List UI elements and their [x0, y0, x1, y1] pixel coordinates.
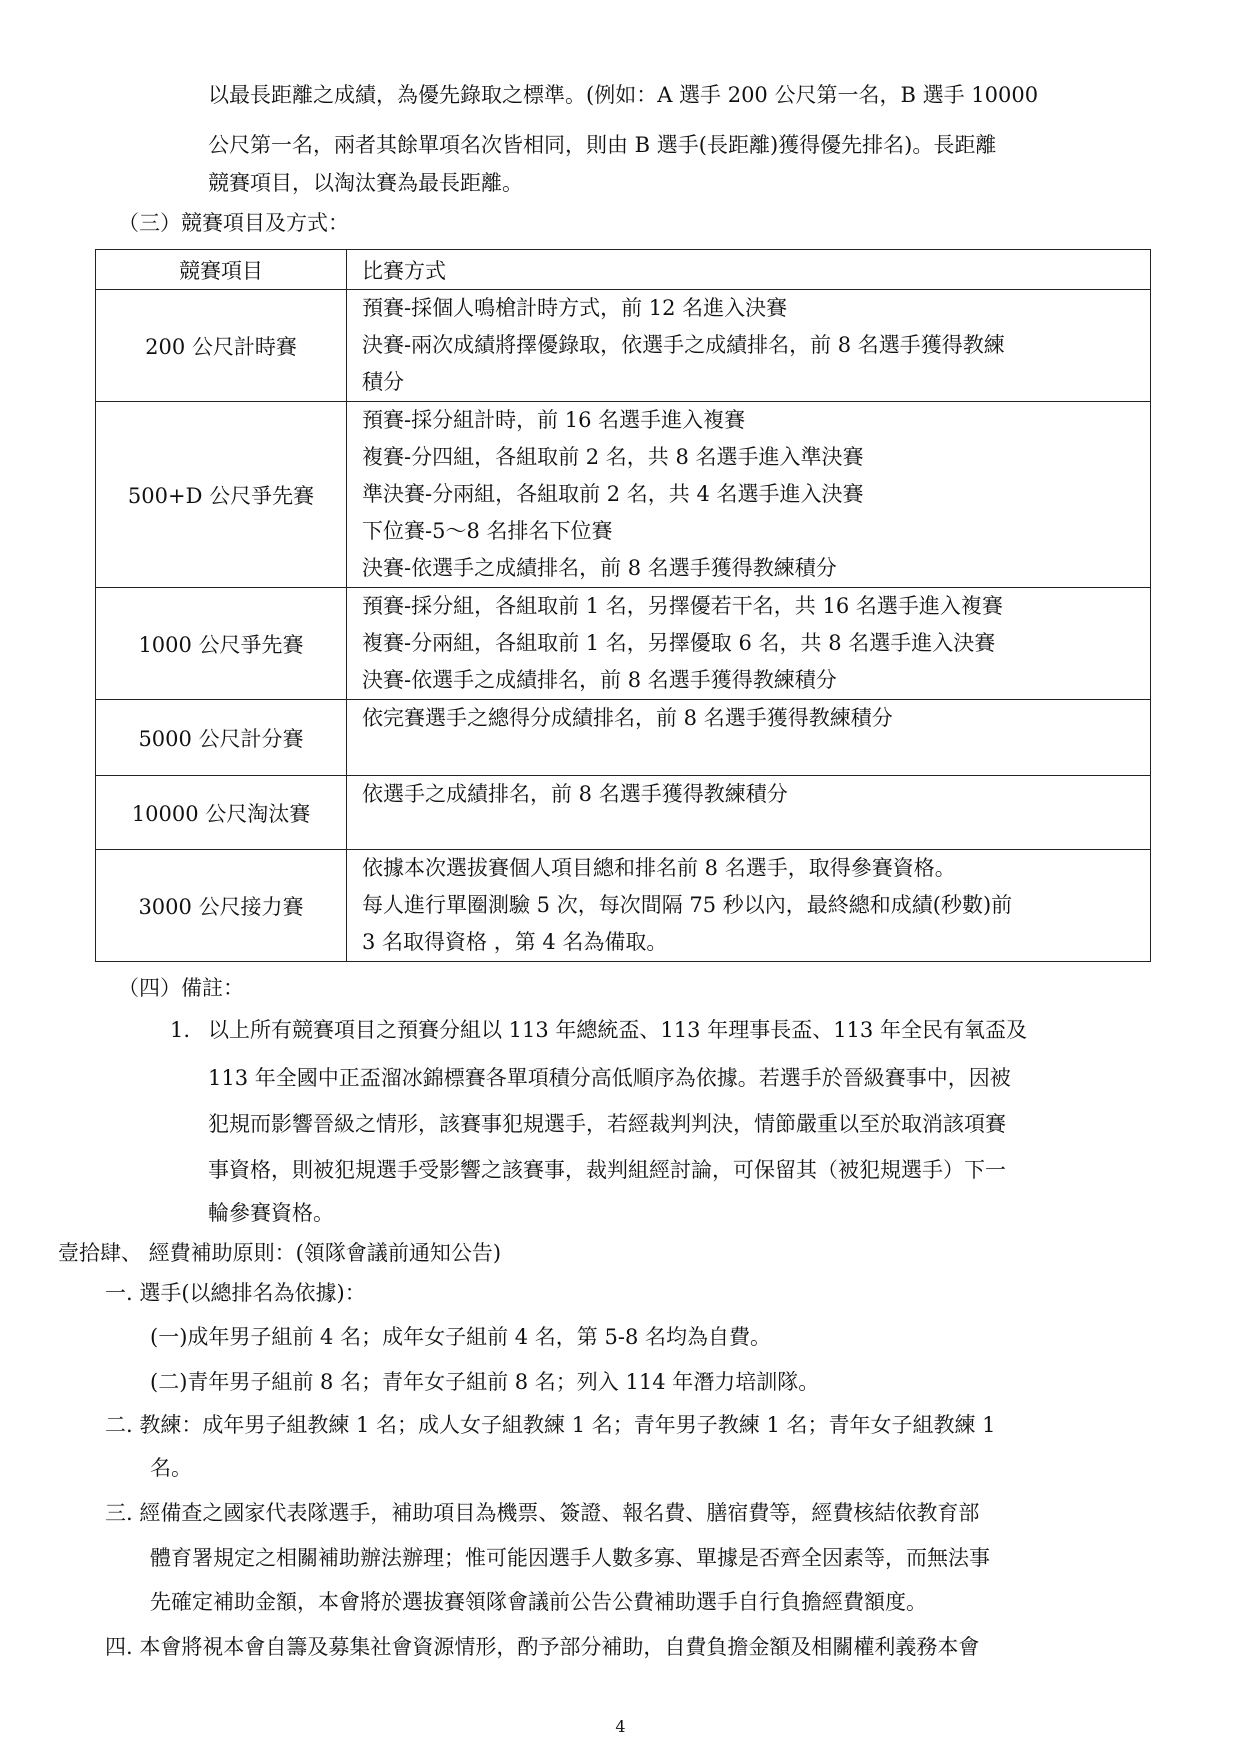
method-cell — [347, 588, 1151, 700]
page-number: 4 — [615, 1717, 626, 1736]
method-cell — [347, 290, 1151, 402]
method-cell — [347, 850, 1151, 962]
event-cell: 10000 公尺淘汰賽 — [96, 776, 347, 850]
method-line: 3 名取得資格 ，第 4 名為備取。 — [362, 930, 668, 954]
method-cell — [347, 402, 1151, 588]
table-header-row — [96, 250, 1151, 290]
intro-line: 公尺第一名，兩者其餘單項名次皆相同，則由 B 選手(長距離)獲得優先排名)。長距離 — [208, 133, 997, 157]
method-line: 積分 — [362, 370, 404, 394]
sub-item: (一)成年男子組前 4 名；成年女子組前 4 名，第 5-8 名均為自費。 — [150, 1325, 771, 1349]
table-row — [96, 700, 1151, 776]
list-number: 1. — [170, 1018, 191, 1042]
table-header-cell: 比賽方式 — [347, 250, 1151, 290]
method-line: 依完賽選手之總得分成績排名，前 8 名選手獲得教練積分 — [362, 706, 893, 730]
method-line: 預賽-採個人鳴槍計時方式，前 12 名進入決賽 — [362, 296, 788, 320]
method-line: 決賽-依選手之成績排名，前 8 名選手獲得教練積分 — [362, 668, 837, 692]
intro-line: 以最長距離之成績，為優先錄取之標準。(例如：A 選手 200 公尺第一名，B 選手 10000 — [208, 83, 1039, 107]
method-line: 複賽-分兩組，各組取前 1 名，另擇優取 6 名，共 8 名選手進入決賽 — [362, 631, 996, 655]
method-line: 依據本次選拔賽個人項目總和排名前 8 名選手，取得參賽資格。 — [362, 856, 956, 880]
section-heading: （三）競賽項目及方式： — [118, 211, 349, 235]
list-item: 四. 本會將視本會自籌及募集社會資源情形，酌予部分補助，自費負擔金額及相關權利義務本會 — [105, 1635, 980, 1659]
section-heading: （四）備註： — [118, 976, 244, 1000]
list-item: 三. 經備查之國家代表隊選手，補助項目為機票、簽證、報名費、膳宿費等，經費核結依教育部 — [105, 1501, 980, 1525]
method-cell — [347, 700, 1151, 776]
method-cell — [347, 776, 1151, 850]
table-row — [96, 290, 1151, 402]
method-line: 每人進行單圈測驗 5 次，每次間隔 75 秒以內，最終總和成績(秒數)前 — [362, 893, 1013, 917]
table-row — [96, 402, 1151, 588]
note-line: 113 年全國中正盃溜冰錦標賽各單項積分高低順序為依據。若選手於晉級賽事中，因被 — [208, 1066, 1011, 1090]
list-item-continuation: 體育署規定之相關補助辦法辦理；惟可能因選手人數多寡、單據是否齊全因素等，而無法事 — [150, 1546, 990, 1570]
method-line: 預賽-採分組計時，前 16 名選手進入複賽 — [362, 408, 746, 432]
event-cell: 500+D 公尺爭先賽 — [96, 402, 347, 588]
event-cell: 1000 公尺爭先賽 — [96, 588, 347, 700]
method-line: 決賽-兩次成績將擇優錄取，依選手之成績排名，前 8 名選手獲得教練 — [362, 333, 1005, 357]
event-cell: 5000 公尺計分賽 — [96, 700, 347, 776]
list-item-continuation: 先確定補助金額，本會將於選拔賽領隊會議前公告公費補助選手自行負擔經費額度。 — [150, 1590, 927, 1614]
table-row — [96, 776, 1151, 850]
note-line: 事資格，則被犯規選手受影響之該賽事，裁判組經討論，可保留其（被犯規選手）下一 — [208, 1158, 1006, 1182]
method-line: 決賽-依選手之成績排名，前 8 名選手獲得教練積分 — [362, 556, 837, 580]
note-line: 以上所有競賽項目之預賽分組以 113 年總統盃、113 年理事長盃、113 年全民有氧盃及 — [208, 1018, 1027, 1042]
method-line: 下位賽-5～8 名排名下位賽 — [362, 519, 613, 543]
event-cell: 200 公尺計時賽 — [96, 290, 347, 402]
list-item: 一. 選手(以總排名為依據)： — [105, 1281, 366, 1305]
note-line: 輪參賽資格。 — [208, 1201, 334, 1225]
note-line: 犯規而影響晉級之情形，該賽事犯規選手，若經裁判判決，情節嚴重以至於取消該項賽 — [208, 1112, 1006, 1136]
table-row — [96, 588, 1151, 700]
sub-item: (二)青年男子組前 8 名；青年女子組前 8 名；列入 114 年潛力培訓隊。 — [150, 1370, 820, 1394]
intro-line: 競賽項目，以淘汰賽為最長距離。 — [208, 171, 523, 195]
method-line: 準決賽-分兩組，各組取前 2 名，共 4 名選手進入決賽 — [362, 482, 864, 506]
event-cell: 3000 公尺接力賽 — [96, 850, 347, 962]
method-line: 依選手之成績排名，前 8 名選手獲得教練積分 — [362, 782, 788, 806]
competition-table — [95, 249, 1151, 962]
section-heading: 壹拾肆、 經費補助原則：(領隊會議前通知公告) — [58, 1241, 502, 1265]
table-header-cell: 競賽項目 — [96, 250, 347, 290]
method-line: 複賽-分四組，各組取前 2 名，共 8 名選手進入準決賽 — [362, 445, 864, 469]
list-item: 二. 教練：成年男子組教練 1 名；成人女子組教練 1 名；青年男子教練 1 名；青年女子組教練 1 — [105, 1413, 996, 1437]
list-item-continuation: 名。 — [150, 1456, 192, 1480]
table-row — [96, 850, 1151, 962]
method-line: 預賽-採分組，各組取前 1 名，另擇優若干名，共 16 名選手進入複賽 — [362, 594, 1003, 618]
